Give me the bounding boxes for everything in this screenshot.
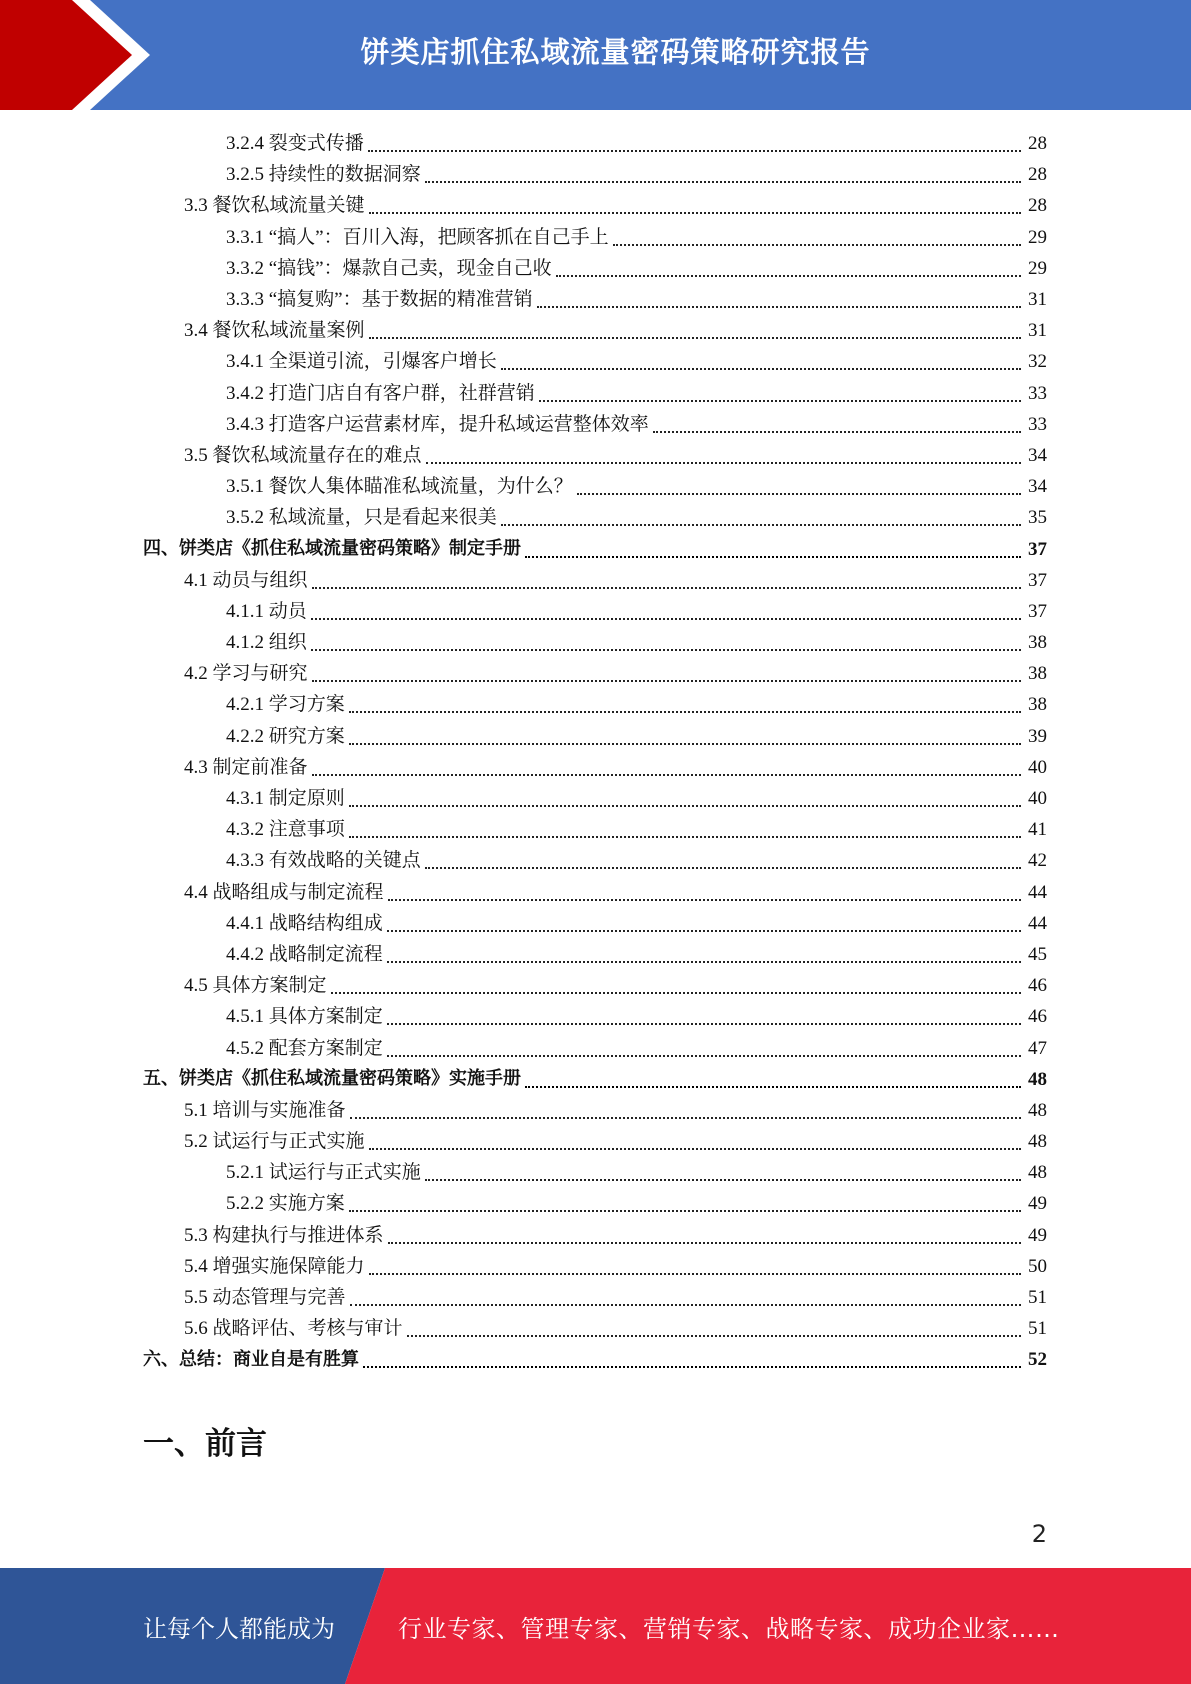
toc-entry-page: 32 [1028,351,1047,373]
toc-entry[interactable] [0,1220,1191,1251]
toc-dot-leader [350,1303,1021,1306]
toc-dot-leader [350,1116,1021,1119]
toc-entry-page: 38 [1028,663,1047,685]
toc-entry-title: 五、饼类店《抓住私域流量密码策略》实施手册 [143,1068,521,1090]
toc-dot-leader [525,1085,1021,1088]
toc-entry[interactable] [0,533,1191,564]
footer-slogan-right: 行业专家、管理专家、营销专家、战略专家、成功企业家…… [398,1614,1060,1643]
page-footer [0,1568,1191,1684]
toc-dot-leader [501,367,1021,370]
toc-entry[interactable] [0,689,1191,720]
page-number: 2 [1031,1520,1047,1548]
toc-entry-page: 50 [1028,1255,1047,1277]
toc-entry[interactable] [0,253,1191,284]
toc-entry[interactable] [0,440,1191,471]
toc-entry[interactable] [0,1095,1191,1126]
toc-dot-leader [613,243,1021,246]
toc-entry-page: 33 [1028,382,1047,404]
toc-entry-title: 3.2.4 裂变式传播 [226,133,364,155]
toc-entry-title: 4.2.2 研究方案 [226,725,345,747]
toc-entry-title: 3.2.5 持续性的数据洞察 [226,164,421,186]
toc-entry-title: 5.6 战略评估、考核与审计 [184,1318,403,1340]
toc-dot-leader [369,211,1021,214]
toc-entry-title: 3.3.2 “搞钱”：爆款自己卖，现金自己收 [226,257,552,279]
toc-entry[interactable] [0,1313,1191,1344]
toc-entry-title: 4.3.3 有效战略的关键点 [226,850,421,872]
toc-dot-leader [407,1334,1021,1337]
toc-entry[interactable] [0,502,1191,533]
toc-dot-leader [369,1147,1021,1150]
toc-entry-title: 3.4.3 打造客户运营素材库，提升私域运营整体效率 [226,413,649,435]
toc-dot-leader [387,1022,1021,1025]
toc-entry-page: 47 [1028,1037,1047,1059]
toc-entry-page: 37 [1028,600,1047,622]
toc-entry-title: 3.3.1 “搞人”：百川入海，把顾客抓在自己手上 [226,226,609,248]
toc-entry[interactable] [0,346,1191,377]
toc-entry-title: 3.4.1 全渠道引流，引爆客户增长 [226,351,497,373]
toc-entry[interactable] [0,939,1191,970]
toc-entry-page: 40 [1028,756,1047,778]
toc-entry-page: 46 [1028,975,1047,997]
toc-dot-leader [425,1178,1021,1181]
toc-entry-page: 52 [1028,1349,1047,1371]
toc-entry[interactable] [0,284,1191,315]
toc-entry-page: 48 [1028,1068,1047,1090]
toc-entry-page: 31 [1028,320,1047,342]
toc-entry-title: 4.5 具体方案制定 [184,975,327,997]
toc-entry-title: 六、总结：商业自是有胜算 [143,1348,359,1370]
toc-entry-page: 49 [1028,1193,1047,1215]
toc-dot-leader [363,1365,1021,1368]
toc-entry-title: 3.5.1 餐饮人集体瞄准私域流量，为什么？ [226,476,573,498]
toc-dot-leader [653,430,1021,433]
page-header [0,0,1191,110]
toc-dot-leader [349,742,1021,745]
toc-dot-leader [387,929,1021,932]
toc-entry-page: 46 [1028,1006,1047,1028]
toc-entry-page: 51 [1028,1318,1047,1340]
toc-dot-leader [349,710,1021,713]
toc-dot-leader [369,1272,1021,1275]
toc-entry-page: 28 [1028,164,1047,186]
toc-entry-title: 5.2.1 试运行与正式实施 [226,1162,421,1184]
toc-entry[interactable] [0,814,1191,845]
section-heading: 一、前言 [143,1426,267,1462]
toc-entry[interactable] [0,222,1191,253]
toc-entry-page: 51 [1028,1287,1047,1309]
toc-entry[interactable] [0,970,1191,1001]
toc-entry[interactable] [0,565,1191,596]
toc-entry[interactable] [0,378,1191,409]
toc-entry-page: 37 [1028,569,1047,591]
toc-entry[interactable] [0,783,1191,814]
toc-dot-leader [539,399,1021,402]
toc-dot-leader [349,835,1021,838]
toc-entry-page: 29 [1028,257,1047,279]
toc-entry[interactable] [0,190,1191,221]
toc-dot-leader [525,555,1021,558]
toc-entry-page: 34 [1028,444,1047,466]
toc-entry[interactable] [0,908,1191,939]
toc-entry-title: 4.3.2 注意事项 [226,819,345,841]
toc-dot-leader [426,461,1021,464]
toc-entry-page: 41 [1028,819,1047,841]
toc-entry[interactable] [0,1188,1191,1219]
toc-dot-leader [311,617,1021,620]
toc-entry-title: 3.4 餐饮私域流量案例 [184,320,365,342]
toc-dot-leader [331,991,1021,994]
toc-entry[interactable] [0,596,1191,627]
toc-entry-title: 5.1 培训与实施准备 [184,1099,346,1121]
toc-entry-page: 35 [1028,507,1047,529]
toc-entry-title: 3.4.2 打造门店自有客户群，社群营销 [226,382,535,404]
toc-entry-page: 38 [1028,632,1047,654]
report-title: 饼类店抓住私域流量密码策略研究报告 [360,34,871,69]
toc-entry-title: 4.1.2 组织 [226,632,307,654]
toc-dot-leader [556,274,1021,277]
toc-entry[interactable] [0,315,1191,346]
toc-dot-leader [369,336,1021,339]
toc-entry-title: 4.1.1 动员 [226,600,307,622]
toc-entry-title: 4.1 动员与组织 [184,569,308,591]
toc-dot-leader [501,523,1021,526]
toc-entry-page: 37 [1028,538,1047,560]
toc-entry-title: 四、饼类店《抓住私域流量密码策略》制定手册 [143,538,521,560]
toc-entry[interactable] [0,128,1191,159]
toc-entry-title: 3.3.3 “搞复购”：基于数据的精准营销 [226,289,533,311]
toc-entry[interactable] [0,1344,1191,1375]
toc-entry-page: 29 [1028,226,1047,248]
toc-dot-leader [368,149,1021,152]
footer-slogan-left: 让每个人都能成为 [143,1614,335,1643]
toc-entry[interactable] [0,721,1191,752]
toc-entry-title: 3.3 餐饮私域流量关键 [184,195,365,217]
toc-entry-page: 48 [1028,1131,1047,1153]
toc-entry-title: 5.5 动态管理与完善 [184,1287,346,1309]
toc-dot-leader [349,804,1021,807]
toc-entry-title: 4.4.1 战略结构组成 [226,912,383,934]
toc-entry[interactable] [0,877,1191,908]
toc-dot-leader [425,180,1021,183]
toc-entry-page: 39 [1028,725,1047,747]
toc-dot-leader [312,679,1021,682]
toc-dot-leader [349,1209,1021,1212]
toc-entry-title: 3.5.2 私域流量，只是看起来很美 [226,507,497,529]
toc-entry[interactable] [0,1126,1191,1157]
toc-entry-page: 48 [1028,1099,1047,1121]
toc-entry-title: 4.5.2 配套方案制定 [226,1037,383,1059]
toc-dot-leader [387,1054,1021,1057]
toc-entry[interactable] [0,627,1191,658]
toc-entry[interactable] [0,845,1191,876]
toc-entry-page: 48 [1028,1162,1047,1184]
toc-dot-leader [537,305,1021,308]
toc-entry[interactable] [0,409,1191,440]
toc-entry-title: 4.5.1 具体方案制定 [226,1006,383,1028]
toc-entry[interactable] [0,1001,1191,1032]
toc-dot-leader [388,1241,1021,1244]
toc-dot-leader [387,960,1021,963]
toc-dot-leader [577,492,1021,495]
toc-entry-page: 40 [1028,788,1047,810]
toc-dot-leader [311,648,1021,651]
toc-entry[interactable] [0,752,1191,783]
toc-entry[interactable] [0,159,1191,190]
toc-entry[interactable] [0,1282,1191,1313]
toc-entry-title: 5.4 增强实施保障能力 [184,1255,365,1277]
toc-entry-title: 4.4 战略组成与制定流程 [184,881,384,903]
toc-entry-title: 5.2 试运行与正式实施 [184,1131,365,1153]
toc-entry[interactable] [0,1251,1191,1282]
toc-entry-page: 45 [1028,943,1047,965]
toc-entry-page: 28 [1028,133,1047,155]
toc-entry[interactable] [0,658,1191,689]
toc-entry-page: 44 [1028,881,1047,903]
toc-entry-page: 28 [1028,195,1047,217]
toc-entry-page: 33 [1028,413,1047,435]
toc-entry-page: 34 [1028,476,1047,498]
toc-entry-title: 5.2.2 实施方案 [226,1193,345,1215]
toc-dot-leader [312,773,1021,776]
toc-entry-title: 4.3 制定前准备 [184,756,308,778]
toc-entry[interactable] [0,471,1191,502]
toc-entry-title: 4.3.1 制定原则 [226,788,345,810]
toc-entry-page: 31 [1028,289,1047,311]
toc-entry-title: 4.2 学习与研究 [184,663,308,685]
toc-dot-leader [388,898,1021,901]
toc-entry-title: 4.4.2 战略制定流程 [226,943,383,965]
toc-entry[interactable] [0,1157,1191,1188]
toc-entry[interactable] [0,1064,1191,1095]
toc-entry[interactable] [0,1032,1191,1063]
toc-dot-leader [425,866,1021,869]
toc-entry-page: 38 [1028,694,1047,716]
table-of-contents [0,128,1191,1376]
toc-entry-page: 44 [1028,912,1047,934]
toc-entry-page: 49 [1028,1224,1047,1246]
toc-entry-page: 42 [1028,850,1047,872]
toc-entry-title: 5.3 构建执行与推进体系 [184,1224,384,1246]
toc-entry-title: 3.5 餐饮私域流量存在的难点 [184,444,422,466]
toc-entry-title: 4.2.1 学习方案 [226,694,345,716]
toc-dot-leader [312,586,1021,589]
